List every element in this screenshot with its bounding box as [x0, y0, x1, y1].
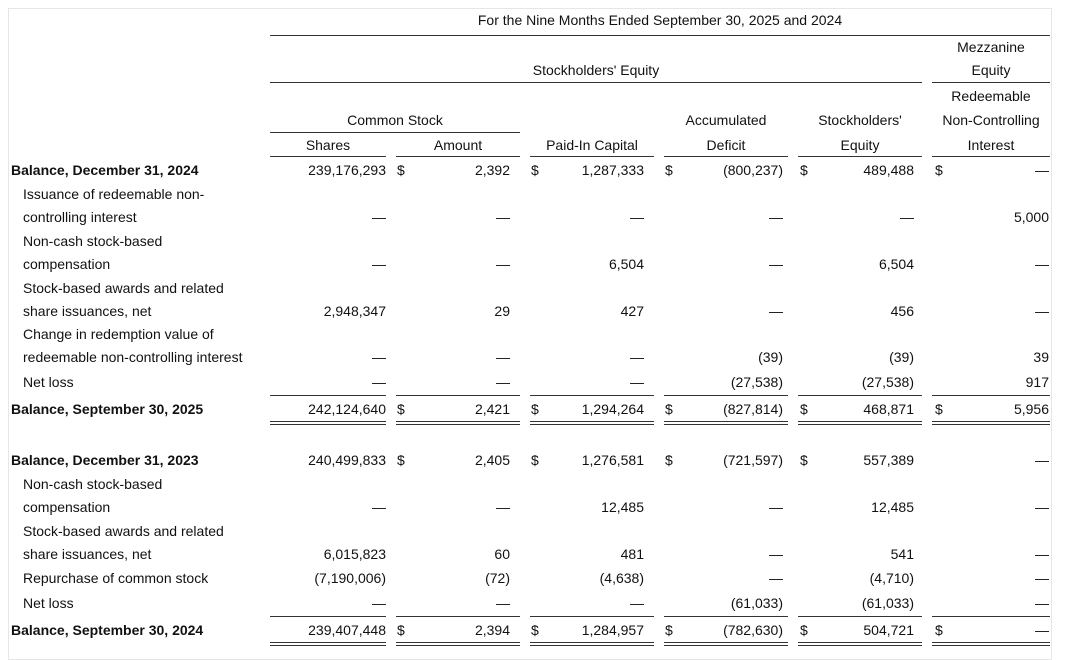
rnci-header-1: Redeemable — [951, 88, 1031, 104]
currency-symbol: $ — [800, 401, 808, 417]
cell-shares: — — [372, 349, 386, 365]
cell-deficit: (39) — [758, 349, 783, 365]
total-rule-double-b — [530, 645, 654, 646]
cell-equity: 6,504 — [878, 256, 914, 272]
cell-rnci: — — [1035, 595, 1049, 611]
amount-header: Amount — [433, 137, 483, 153]
row-label-continued: compensation — [23, 499, 111, 515]
cell-deficit: — — [769, 546, 783, 562]
cell-paid-in: — — [630, 349, 644, 365]
currency-symbol: $ — [665, 162, 673, 178]
common-stock-header: Common Stock — [347, 112, 443, 128]
row-label: Stock-based awards and related — [23, 280, 224, 296]
row-label: Non-cash stock-based — [23, 233, 163, 249]
cell-amount: — — [496, 349, 510, 365]
cell-paid-in: — — [630, 595, 644, 611]
cell-shares: 242,124,640 — [308, 401, 386, 417]
row-label-continued: compensation — [23, 256, 111, 272]
row-label: Stock-based awards and related — [23, 523, 224, 539]
total-rule-double-b — [396, 424, 520, 425]
row-label-continued: controlling interest — [23, 209, 137, 225]
cell-paid-in: — — [630, 374, 644, 390]
se-group-rule — [270, 82, 922, 83]
currency-symbol: $ — [531, 452, 539, 468]
row-label: Balance, September 30, 2025 — [11, 401, 204, 417]
cell-rnci: — — [1035, 452, 1049, 468]
subtotal-rule — [664, 395, 788, 396]
cell-equity: 541 — [890, 546, 914, 562]
total-rule-double-a — [270, 421, 386, 422]
cell-paid-in: (4,638) — [599, 570, 644, 586]
currency-symbol: $ — [397, 162, 405, 178]
currency-symbol: $ — [800, 452, 808, 468]
rnci-header-2: Non-Controlling — [942, 112, 1040, 128]
subtotal-rule — [664, 616, 788, 617]
total-rule-double-b — [396, 645, 520, 646]
total-rule-double-b — [932, 645, 1050, 646]
row-label-continued: share issuances, net — [23, 546, 152, 562]
cell-rnci: — — [1035, 499, 1049, 515]
cell-amount: — — [496, 374, 510, 390]
mezzanine-header-1: Mezzanine — [957, 39, 1025, 55]
cell-paid-in: 1,294,264 — [581, 401, 644, 417]
subtotal-rule — [270, 395, 386, 396]
subtotal-rule — [396, 395, 520, 396]
rnci-header-3: Interest — [967, 137, 1015, 153]
col-rule-amount — [396, 156, 520, 157]
cell-rnci: — — [1035, 162, 1049, 178]
cell-amount: 60 — [494, 546, 510, 562]
total-rule-double-b — [530, 424, 654, 425]
subtotal-rule — [798, 616, 922, 617]
currency-symbol: $ — [531, 162, 539, 178]
cell-rnci: 5,956 — [1013, 401, 1049, 417]
cell-rnci: 5,000 — [1013, 209, 1049, 225]
paid-in-header: Paid-In Capital — [546, 137, 638, 153]
subtotal-rule — [530, 616, 654, 617]
currency-symbol: $ — [665, 401, 673, 417]
col-rule-paid-in — [530, 156, 654, 157]
cell-amount: — — [496, 499, 510, 515]
cell-deficit: (782,630) — [723, 622, 783, 638]
cell-equity: 504,721 — [863, 622, 914, 638]
mezzanine-header-2: Equity — [971, 62, 1011, 78]
currency-symbol: $ — [665, 452, 673, 468]
cell-amount: (72) — [485, 570, 510, 586]
cell-paid-in: 6,504 — [608, 256, 644, 272]
cell-shares: — — [372, 499, 386, 515]
cell-deficit: — — [769, 256, 783, 272]
cell-equity: 468,871 — [863, 401, 914, 417]
cell-rnci: — — [1035, 303, 1049, 319]
subtotal-rule — [270, 616, 386, 617]
total-rule-double-b — [932, 424, 1050, 425]
total-rule-double-b — [270, 645, 386, 646]
cell-deficit: (800,237) — [723, 162, 783, 178]
table-title: For the Nine Months Ended September 30, 2025 and 2024 — [477, 12, 843, 28]
cell-amount: 29 — [494, 303, 510, 319]
cell-equity: 489,488 — [863, 162, 914, 178]
cell-equity: (61,033) — [861, 595, 914, 611]
accumulated-header-2: Deficit — [706, 137, 746, 153]
se-header-1: Stockholders' — [818, 112, 902, 128]
total-rule-double-b — [798, 424, 922, 425]
total-rule-double-a — [396, 642, 520, 643]
currency-symbol: $ — [665, 622, 673, 638]
total-rule-double-a — [530, 421, 654, 422]
total-rule-double-b — [664, 645, 788, 646]
common-stock-rule — [270, 132, 520, 133]
row-label-continued: redeemable non-controlling interest — [23, 349, 243, 365]
cell-shares: 239,407,448 — [308, 622, 386, 638]
total-rule-double-a — [932, 642, 1050, 643]
col-rule-shares — [270, 156, 386, 157]
cell-deficit: — — [769, 499, 783, 515]
cell-rnci: — — [1035, 256, 1049, 272]
cell-equity: (39) — [889, 349, 914, 365]
row-label: Balance, December 31, 2024 — [11, 162, 199, 178]
cell-deficit: (827,814) — [723, 401, 783, 417]
cell-deficit: (27,538) — [730, 374, 783, 390]
stockholders-equity-header: Stockholders' Equity — [532, 62, 660, 78]
subtotal-rule — [798, 395, 922, 396]
row-label-continued: share issuances, net — [23, 303, 152, 319]
total-rule-double-a — [798, 421, 922, 422]
total-rule-double-b — [270, 424, 386, 425]
cell-deficit: — — [769, 570, 783, 586]
currency-symbol: $ — [531, 622, 539, 638]
currency-symbol: $ — [800, 162, 808, 178]
col-rule-rnci — [932, 156, 1050, 157]
row-label: Balance, September 30, 2024 — [11, 622, 204, 638]
cell-shares: 6,015,823 — [323, 546, 386, 562]
accumulated-header-1: Accumulated — [685, 112, 767, 128]
cell-amount: 2,392 — [474, 162, 510, 178]
cell-deficit: — — [769, 303, 783, 319]
cell-rnci: 917 — [1025, 374, 1049, 390]
total-rule-double-a — [270, 642, 386, 643]
currency-symbol: $ — [935, 401, 943, 417]
currency-symbol: $ — [397, 401, 405, 417]
cell-amount: 2,405 — [474, 452, 510, 468]
cell-shares: 240,499,833 — [308, 452, 386, 468]
cell-paid-in: 1,287,333 — [581, 162, 644, 178]
cell-amount: — — [496, 209, 510, 225]
cell-rnci: — — [1035, 622, 1049, 638]
row-label: Net loss — [23, 595, 74, 611]
cell-amount: — — [496, 595, 510, 611]
cell-shares: 2,948,347 — [323, 303, 386, 319]
cell-paid-in: 12,485 — [601, 499, 644, 515]
currency-symbol: $ — [935, 162, 943, 178]
row-label: Repurchase of common stock — [23, 570, 209, 586]
title-rule — [270, 35, 1050, 36]
currency-symbol: $ — [397, 622, 405, 638]
cell-amount: — — [496, 256, 510, 272]
cell-shares: 239,176,293 — [308, 162, 386, 178]
se-header-2: Equity — [840, 137, 880, 153]
cell-rnci: — — [1035, 570, 1049, 586]
total-rule-double-a — [664, 642, 788, 643]
subtotal-rule — [396, 616, 520, 617]
cell-equity: 456 — [890, 303, 914, 319]
subtotal-rule — [932, 395, 1050, 396]
row-label: Issuance of redeemable non- — [23, 186, 205, 202]
shares-header: Shares — [305, 137, 351, 153]
cell-deficit: (721,597) — [723, 452, 783, 468]
cell-rnci: 39 — [1033, 349, 1049, 365]
cell-shares: (7,190,006) — [314, 570, 386, 586]
row-label: Net loss — [23, 374, 74, 390]
col-rule-deficit — [664, 156, 788, 157]
cell-equity: (27,538) — [861, 374, 914, 390]
cell-equity: 12,485 — [871, 499, 914, 515]
total-rule-double-a — [664, 421, 788, 422]
cell-amount: 2,421 — [474, 401, 510, 417]
mezz-group-rule — [932, 82, 1050, 83]
total-rule-double-a — [396, 421, 520, 422]
cell-shares: — — [372, 374, 386, 390]
cell-equity: (4,710) — [869, 570, 914, 586]
cell-amount: 2,394 — [474, 622, 510, 638]
cell-shares: — — [372, 595, 386, 611]
cell-deficit: — — [769, 209, 783, 225]
cell-paid-in: — — [630, 209, 644, 225]
currency-symbol: $ — [935, 622, 943, 638]
row-label: Non-cash stock-based — [23, 476, 163, 492]
cell-deficit: (61,033) — [730, 595, 783, 611]
total-rule-double-b — [798, 645, 922, 646]
cell-shares: — — [372, 209, 386, 225]
cell-paid-in: 1,276,581 — [581, 452, 644, 468]
subtotal-rule — [932, 616, 1050, 617]
cell-equity: 557,389 — [863, 452, 914, 468]
cell-equity: — — [900, 209, 914, 225]
subtotal-rule — [530, 395, 654, 396]
currency-symbol: $ — [397, 452, 405, 468]
total-rule-double-a — [932, 421, 1050, 422]
cell-paid-in: 427 — [620, 303, 644, 319]
cell-paid-in: 1,284,957 — [581, 622, 644, 638]
row-label: Balance, December 31, 2023 — [11, 452, 199, 468]
currency-symbol: $ — [800, 622, 808, 638]
cell-shares: — — [372, 256, 386, 272]
total-rule-double-a — [530, 642, 654, 643]
cell-paid-in: 481 — [620, 546, 644, 562]
col-rule-equity — [798, 156, 922, 157]
cell-rnci: — — [1035, 546, 1049, 562]
total-rule-double-b — [664, 424, 788, 425]
row-label: Change in redemption value of — [23, 326, 214, 342]
total-rule-double-a — [798, 642, 922, 643]
currency-symbol: $ — [531, 401, 539, 417]
